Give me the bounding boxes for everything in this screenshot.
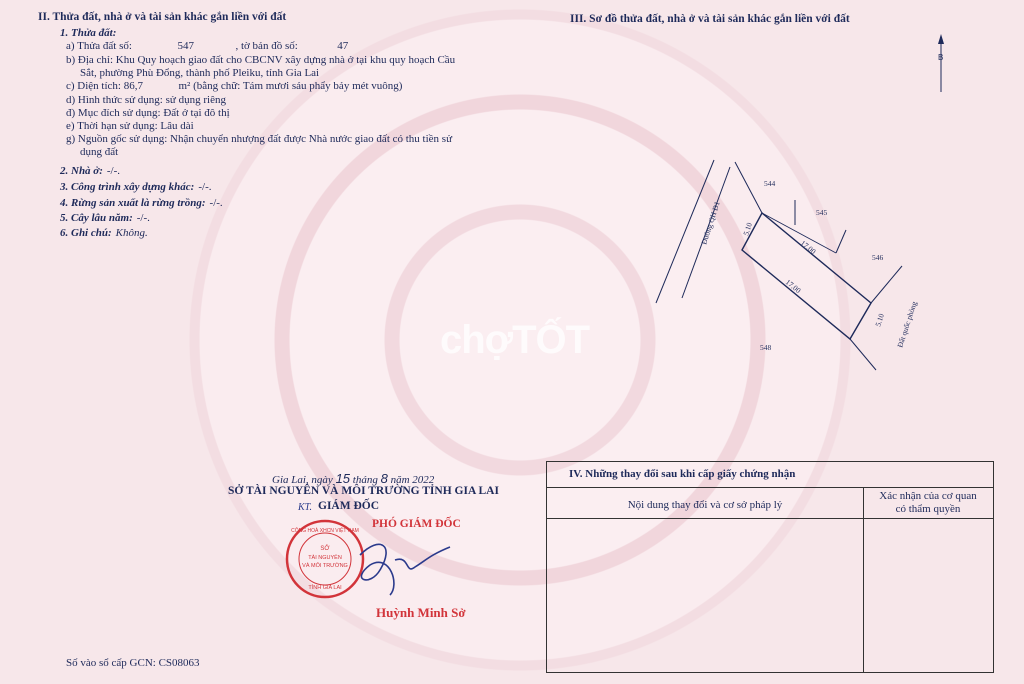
registration-row: Số vào sổ cấp GCN: CS08063 (66, 657, 200, 669)
usage-purpose: đ) Mục đích sử dụng: Đất ở tại đô thị (66, 107, 230, 119)
map-sheet-number: 47 (337, 40, 349, 52)
boundary-544 (735, 162, 762, 213)
col-authority-line1: Xác nhận của cơ quan (879, 490, 977, 502)
parcel-number-row: a) Thửa đất số: 547 , tờ bản đồ số: 47 (66, 40, 349, 52)
sign-date: Gia Lai, ngày 15 tháng 8 năm 2022 (272, 471, 435, 486)
address-line-1: b) Địa chỉ: Khu Quy hoạch giao đất cho CBCNV xây dựng nhà ở tại khu quy hoạch Cầu (66, 54, 456, 66)
sign-day: 15 (335, 471, 351, 486)
section4-heading: IV. Những thay đổi sau khi cấp giấy chứng nhận (569, 468, 796, 480)
area-value: c) Diện tích: 86,7 (66, 80, 143, 92)
boundary-546b (871, 266, 902, 303)
sign-month: 8 (380, 471, 388, 486)
registration-number: CS08063 (158, 657, 200, 669)
area-row (66, 80, 402, 92)
section2-heading: II. Thửa đất, nhà ở và tài sản khác gắn liền với đất (38, 11, 287, 23)
usage-form: d) Hình thức sử dụng: sử dụng riêng (66, 94, 226, 106)
sub-parcel-heading: 1. Thửa đất: (60, 27, 117, 39)
watermark-logo: chợTỐT (440, 318, 590, 362)
dim-510-left: 5.10 (741, 221, 754, 237)
address-line-2: Sắt, phường Phù Đổng, thành phố Pleiku, tỉnh Gia Lai (80, 67, 320, 79)
table-divider-1 (547, 487, 993, 488)
dim-1700-top: 17.00 (798, 238, 818, 256)
svg-text:TỈNH GIA LAI: TỈNH GIA LAI (308, 585, 342, 591)
dim-510-right: 5.10 (873, 312, 886, 328)
col-change-content: Nội dung thay đổi và cơ sở pháp lý (627, 499, 783, 511)
usage-term: e) Thời hạn sử dụng: Lâu dài (66, 120, 194, 132)
col-authority-line2: có thẩm quyền (895, 503, 961, 515)
handwritten-signature (340, 525, 460, 605)
section3-heading: III. Sơ đồ thửa đất, nhà ở và tài sản khác gắn liền với đất (570, 13, 850, 25)
svg-text:SỞ: SỞ (320, 546, 330, 552)
usage-origin-2: dụng đất (80, 146, 119, 158)
svg-text:TÀI NGUYÊN: TÀI NGUYÊN (308, 555, 342, 561)
perennial-trees-row: 5. Cây lâu năm: -/-. (60, 212, 150, 224)
planted-forest-row: 4. Rừng sản xuất là rừng trồng: -/-. (60, 197, 223, 209)
north-arrow-icon (938, 34, 944, 92)
parcel-544: 544 (764, 179, 776, 188)
north-label: B (938, 53, 944, 62)
svg-text:CỘNG HOÀ XHCN VIỆT NAM: CỘNG HOÀ XHCN VIỆT NAM (291, 528, 359, 534)
deputy-title: PHÓ GIÁM ĐỐC (372, 518, 461, 530)
changes-table (546, 461, 994, 673)
parcel-diagram (640, 30, 960, 380)
svg-text:VÀ MÔI TRƯỜNG: VÀ MÔI TRƯỜNG (302, 563, 348, 569)
road-label-2: Đất quốc phòng (895, 300, 919, 349)
usage-origin-1: g) Nguồn gốc sử dụng: Nhận chuyển nhượng đất được Nhà nước giao đất có thu tiền sử (66, 133, 453, 145)
kt-note: KT. (298, 502, 312, 513)
parcel-boundary (742, 213, 871, 339)
house-row: 2. Nhà ở: -/-. (60, 165, 121, 177)
notes-row: 6. Ghi chú: Không. (60, 227, 148, 239)
parcel-546: 546 (872, 253, 884, 262)
parcel-548: 548 (760, 343, 772, 352)
parcel-545: 545 (816, 208, 828, 217)
boundary-road2 (850, 339, 876, 370)
parcel-number: 547 (177, 40, 194, 52)
area-words: (bằng chữ: Tám mươi sáu phẩy bảy mét vuông) (193, 80, 403, 92)
table-divider-2 (547, 518, 993, 519)
road-label-1: Đường QH D1 (699, 200, 722, 246)
director-title: GIÁM ĐỐC (318, 500, 380, 512)
boundary-top-ext (762, 213, 836, 253)
area-unit: m² (178, 80, 191, 92)
signer-name: Huỳnh Minh Sở (376, 605, 466, 620)
issuing-org: SỞ TÀI NGUYÊN VÀ MÔI TRƯỜNG TỈNH GIA LAI (228, 485, 499, 497)
other-construction-row: 3. Công trình xây dựng khác: -/-. (60, 181, 212, 193)
dim-1700-bottom: 17.00 (783, 277, 803, 295)
boundary-546 (836, 230, 846, 253)
